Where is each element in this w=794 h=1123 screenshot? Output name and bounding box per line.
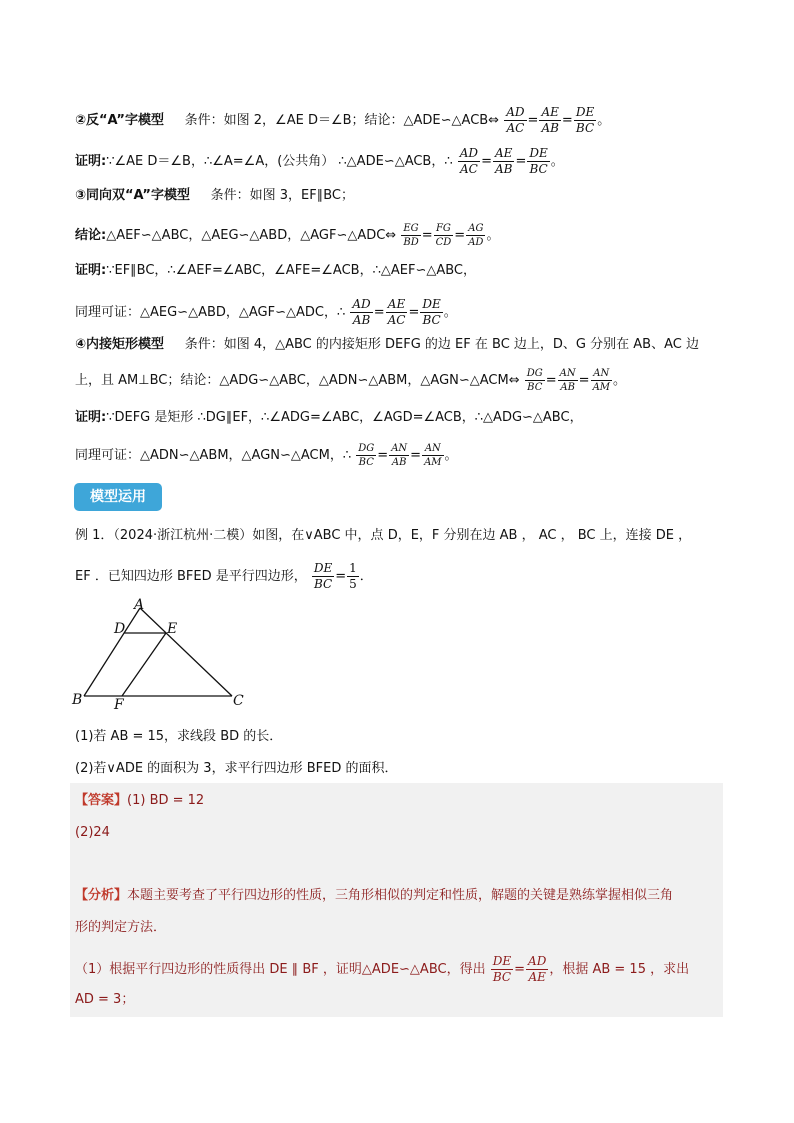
fraction: $\frac{AN}{AB}$ bbox=[391, 443, 408, 468]
model3-conclusion: 结论:△AEF∽△ABC，△AEG∽△ABD，△AGF∽△ADC⇔ $\frac{EG}{BD}$ = $\frac{FG}{CD}$ = $\frac{AG}{AD}$ 。 bbox=[75, 223, 500, 248]
fraction: $\frac{DE}{BC}$ bbox=[422, 297, 441, 327]
model4-title: ④内接矩形模型 bbox=[75, 337, 165, 352]
fraction: $\frac{AN}{AB}$ bbox=[559, 368, 576, 393]
analysis-line2: 形的判定方法． bbox=[75, 920, 167, 935]
fraction: $\frac{AE}{AB}$ bbox=[494, 146, 513, 176]
fraction: $\frac{DE}{BC}$ bbox=[575, 105, 595, 135]
fraction: $\frac{AN}{AM}$ bbox=[424, 443, 442, 468]
label-e: E bbox=[167, 621, 178, 637]
fraction: $\frac{EG}{BD}$ bbox=[403, 223, 419, 248]
model3-title-line: ③同向双“A”字模型 条件：如图 3，EF∥BC； bbox=[75, 188, 355, 203]
model2-condition: 条件：如图 2，∠AE D＝∠B；结论：△ADE∽△ACB⇔ bbox=[184, 113, 500, 128]
answer-2: (2)24 bbox=[75, 825, 110, 840]
model4-condition2: 上，且 AM⊥BC；结论：△ADG∽△ABC，△ADN∽△ABM，△AGN∽△ACM⇔ $\frac{DG}{BC}$ = $\frac{AN}{AB}$ = $\frac{AN}{AM}$ 。 bbox=[75, 368, 627, 393]
section-badge: 模型运用 bbox=[74, 483, 162, 511]
model4-similar: 同理可证：△ADN∽△ABM，△AGN∽△ACM，∴ $\frac{DG}{BC}$ = $\frac{AN}{AB}$ = $\frac{AN}{AM}$ 。 bbox=[75, 443, 458, 468]
fraction: $\frac{DE}{BC}$ bbox=[313, 561, 333, 591]
model3-similar: 同理可证：△AEG∽△ABD，△AGF∽△ADC，∴ $\frac{AD}{AB}$ = $\frac{AE}{AC}$ = $\frac{DE}{BC}$ 。 bbox=[75, 297, 457, 327]
fraction: $\frac{AD}{AC}$ bbox=[459, 146, 479, 176]
label-f: F bbox=[114, 697, 124, 713]
model4-proof: 证明:∵DEFG 是矩形 ∴DG∥EF，∴∠ADG=∠ABC，∠AGD=∠ACB，∴△ADG∽△ABC， bbox=[75, 410, 583, 425]
fraction: $\frac{AD}{AB}$ bbox=[352, 297, 371, 327]
fraction: $\frac{DE}{BC}$ bbox=[492, 954, 512, 984]
fraction: $\frac{AD}{AE}$ bbox=[528, 954, 547, 984]
model2-proof: 证明:∵∠AE D＝∠B，∴∠A=∠A，(公共角） ∴△ADE∽△ACB，∴ $\frac{AD}{AC}$ = $\frac{AE}{AB}$ = $\frac{DE}{BC}$ 。 bbox=[75, 146, 564, 176]
fraction: $\frac{AE}{AB}$ bbox=[541, 105, 559, 135]
label-a: A bbox=[134, 597, 145, 613]
model3-title: ③同向双“A”字模型 bbox=[75, 188, 190, 203]
fraction: $\frac{DG}{BC}$ bbox=[526, 368, 543, 393]
fraction: $\frac{AE}{AC}$ bbox=[387, 297, 406, 327]
question-1: (1)若 AB = 15，求线段 BD 的长． bbox=[75, 729, 283, 744]
question-2: (2)若∨ADE 的面积为 3，求平行四边形 BFED 的面积． bbox=[75, 761, 398, 776]
fraction: $\frac{FG}{CD}$ bbox=[435, 223, 452, 248]
example-line1: 例 1．（2024·浙江杭州·二模）如图，在∨ABC 中，点 D，E，F 分别在边 AB ， AC ， BC 上，连接 DE ， bbox=[75, 528, 692, 543]
model3-proof: 证明:∵EF∥BC，∴∠AEF=∠ABC，∠AFE=∠ACB，∴△AEF∽△ABC， bbox=[75, 263, 476, 278]
label-c: C bbox=[233, 693, 244, 709]
triangle-figure bbox=[70, 596, 260, 720]
fraction: $\frac{AG}{AD}$ bbox=[468, 223, 484, 248]
example-line2: EF ．已知四边形 BFED 是平行四边形， $\frac{DE}{BC}$ = $\frac{1}{5}$ ． bbox=[75, 561, 373, 591]
model2-title: ②反“A”字模型 bbox=[75, 113, 164, 128]
fraction: $\frac{AD}{AC}$ bbox=[506, 105, 525, 135]
fraction: $\frac{1}{5}$ bbox=[349, 561, 357, 591]
label-d: D bbox=[114, 621, 126, 637]
analysis-line1: 【分析】本题主要考查了平行四边形的性质，三角形相似的判定和性质，解题的关键是熟练掌握相似三角 bbox=[75, 888, 674, 903]
fraction: $\frac{DE}{BC}$ bbox=[529, 146, 548, 176]
label-b: B bbox=[72, 692, 83, 708]
model4-title-line: ④内接矩形模型 条件：如图 4，△ABC 的内接矩形 DEFG 的边 EF 在 BC 边上，D、G 分别在 AB、AC 边 bbox=[75, 337, 699, 352]
fraction: $\frac{DG}{BC}$ bbox=[358, 443, 375, 468]
step1-line: （1）根据平行四边形的性质得出 DE ∥ BF ，证明△ADE∽△ABC，得出 $\frac{DE}{BC}$ = $\frac{AD}{AE}$ ，根据 AB = 15 ，求出 bbox=[75, 954, 690, 984]
step1-line2: AD = 3； bbox=[75, 992, 135, 1007]
fraction: $\frac{AN}{AM}$ bbox=[592, 368, 611, 393]
answer-line: 【答案】(1) BD = 12 bbox=[75, 793, 205, 808]
model2-line: ②反“A”字模型 条件：如图 2，∠AE D＝∠B；结论：△ADE∽△ACB⇔ $\frac{AD}{AC}$ = $\frac{AE}{AB}$ = $\frac{DE}{BC}$ 。 bbox=[75, 105, 611, 135]
